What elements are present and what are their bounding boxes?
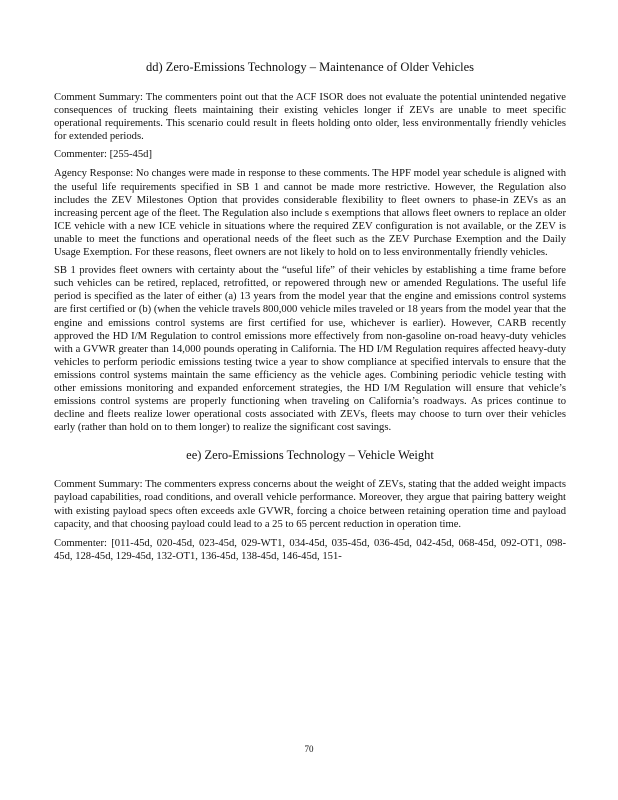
comment-summary-dd: Comment Summary: The commenters point out that the ACF ISOR does not evaluate the potential unintended negative consequences of trucking fleets maintaining their existing vehicles longer if ZEVs are unable to meet specific operational requirements. This scenario could result in fleets holding onto older, less environmentally friendly vehicles for extended periods. [54,92,566,143]
comment-summary-ee: Comment Summary: The commenters express concerns about the weight of ZEVs, stating that the added weight impacts payload capabilities, road conditions, and overall vehicle performance. Moreover, they argue that pairing battery weight with existing payload specs often exceeds axle GVWR, forcing a choice between retaining operation time and payload capacity, and that choosing payload could lead to a 25 to 65 percent reduction in operation time. [54,479,566,530]
agency-response-dd: Agency Response: No changes were made in response to these comments. The HPF model year schedule is aligned with the useful life requirements specified in SB 1 and cannot be made more restrictive. However, the Regulation also includes the ZEV Milestones Option that provides considerable flexibility to fleet owners to phase-in ZEVs as an increasing percent age of the fleet. The Regulation also include s exemptions that allows fleet owners to replace an older ICE vehicle with a new ICE vehicle in situations where the required ZEV configuration is not available, or the ZEV is unable to meet the functions and operational needs of the fleet such as the ZEV Purchase Exemption and the Daily Usage Exemption. For these reasons, fleet owners are not likely to hold on to less environmentally friendly vehicles. [54,168,566,259]
commenter-list-ee: Commenter: [011-45d, 020-45d, 023-45d, 029-WT1, 034-45d, 035-45d, 036-45d, 042-45d, 068-45d, 092-OT1, 098-45d, 128-45d, 129-45d, 132-OT1, 136-45d, 138-45d, 146-45d, 151- [54,537,566,562]
document-page [54,60,566,563]
page-number: 70 [304,744,314,754]
section-heading-dd: dd) Zero-Emissions Technology – Maintenance of Older Vehicles [145,60,475,74]
commenter-line-dd: Commenter: [255-45d] [54,149,152,161]
sb1-paragraph: SB 1 provides fleet owners with certainty about the “useful life” of their vehicles by establishing a time frame before such vehicles can be retired, replaced, retrofitted, or repowered through new or amended Regulations. The useful life period is specified as the later of either (a) 13 years from the model year that the engine and emissions control systems are first certified or (b) (when the vehicle travels 800,000 vehicle miles traveled or 18 years from the model year that the engine and emissions control systems are first certified for use, whichever is earlier). However, CARB recently approved the HD I/M Regulation to control emissions more effectively from non-gasoline on-road heavy-duty vehicles with a GVWR greater than 14,000 pounds operating in California. The HD I/M Regulation requires affected heavy-duty vehicles to perform periodic emissions testing twice a year to show compliance at specified intervals to ensure that the emissions control systems maintain the same efficiency as the vehicle ages. Combining periodic vehicle testing with other emissions monitoring and expanded enforcement strategies, the HD I/M Regulation will ensure that vehicle’s emissions control systems are properly functioning when traveling on California’s roadways. As prices continue to decline and fleets realize lower operational costs associated with ZEVs, fleets may choose to turn over their vehicles early (rather than hold on to them longer) to realize the significant cost savings. [54,265,566,434]
section-heading-ee: ee) Zero-Emissions Technology – Vehicle Weight [186,448,434,463]
